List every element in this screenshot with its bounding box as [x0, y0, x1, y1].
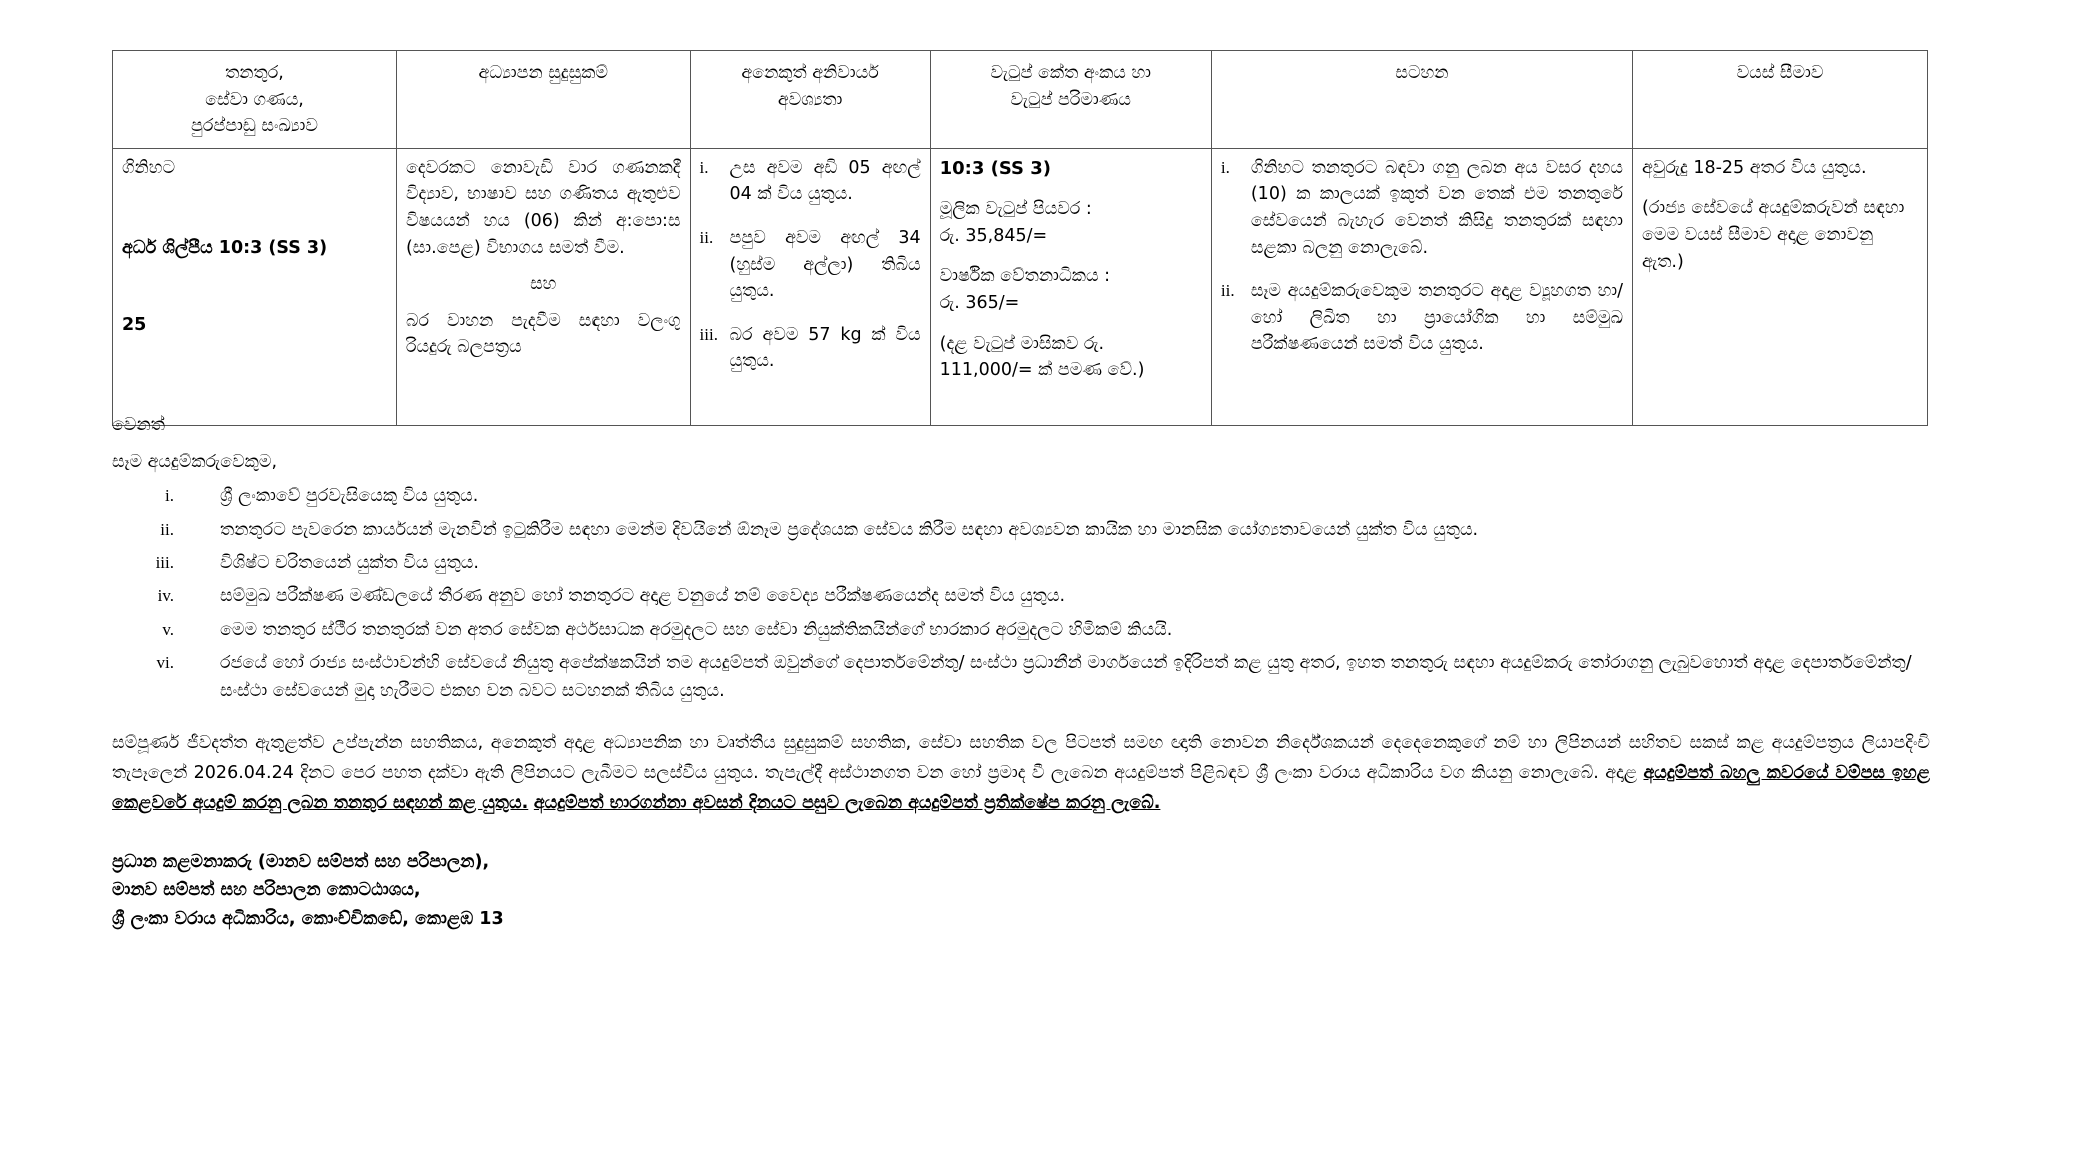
header-line: වයස් සීමාව	[1736, 63, 1824, 83]
condition-government-employees: රජයේ හෝ රාජ්‍ය සංස්ථාවන්හි සේවයේ නියුතු අපේක්ෂකයින් තම අයදුම්පත් ඔවුන්ගේ දෙපාර්තමේන්තු/ සංස්ථා ප්‍රධානීන් මාර්ගයෙන් ඉදිරිපත් කළ යුතු අතර, ඉහත තනතුරු සඳහා අයදුම්කරු තෝරාගනු ලැබුවහොත් අදාළ දෙපාර්තමේන්තු/ සංස්ථා සේවයෙන් මුදා හැරීමට එකඟ වන බවට සටහනක් තිබිය යුතුය.	[220, 653, 1912, 702]
requirement-weight: බර අවම 57 kg ක් විය යුතුය.	[729, 324, 921, 372]
annual-increment-label: වාර්ෂික වේතනාධිකය :	[939, 266, 1111, 287]
list-marker: i .	[112, 482, 174, 510]
vacancy-table	[112, 50, 1928, 426]
list-marker: iii .	[112, 549, 174, 577]
age-range: අවුරුදු 18-25 අතර විය යුතුය.	[1642, 157, 1867, 178]
column-header-age-limit	[1633, 51, 1928, 149]
cell-other-requirements	[690, 148, 930, 425]
table-body	[113, 148, 1928, 425]
salary-code: 10:3 (SS 3)	[939, 157, 1052, 179]
condition-fitness: තනතුරට පැවරෙන කාර්යයන් මැනවින් ඉටුකිරීම සඳහා මෙන්ම දිවයිනේ ඕනෑම ප්‍රදේශයක සේවය කිරීම සඳහා අවශ්‍යවන කායික හා මානසික යෝග්‍යතාවයෙන් යුක්ත විය යුතුය.	[220, 519, 1479, 540]
cell-age-limit	[1633, 148, 1928, 425]
envelope-marking-instruction: අයදුම්පත් බහලු කවරයේ වම්පස ඉහළ කෙළවරේ අයදුම් කරනු ලබන තනතුර සඳහන් කළ යුතුය.	[112, 762, 1930, 813]
list-marker: vi .	[112, 649, 174, 677]
header-line: වැටුප් පරිමාණය	[1010, 89, 1131, 110]
list-item	[112, 649, 1930, 706]
column-header-requirements	[690, 51, 930, 149]
list-item	[112, 616, 1930, 644]
requirements-list	[700, 155, 921, 375]
header-line: සේවා ගණය,	[205, 89, 304, 110]
list-item	[700, 322, 921, 375]
basic-salary-value: රු. 35,845/=	[939, 225, 1048, 246]
table-header-row	[113, 51, 1928, 149]
section-heading-other: වෙනත්	[112, 415, 165, 435]
list-marker: ii .	[700, 225, 726, 251]
list-marker: iv .	[112, 582, 174, 610]
notes-list	[1221, 155, 1623, 358]
list-marker: iii .	[700, 322, 726, 348]
column-header-notes	[1211, 51, 1632, 149]
requirement-chest: පපුව අවම අඟල් 34 (හුස්ම අල්ලා) තිබිය යුතුය.	[729, 227, 921, 302]
note-service-bond: ගිනිහට තනතුරට බඳවා ගනු ලබන අය වසර දහය (10) ක කාලයක් ඉකුත් වන තෙක් එම තනතුරේ සේවයෙන් බැහැර වෙනත් කිසිදු තනතුරක් සඳහා සළකා බලනු නොලැබේ.	[1250, 157, 1624, 258]
header-line: පුරප්පාඩු සංඛ්‍යාව	[190, 116, 318, 137]
column-header-post	[113, 51, 397, 149]
cell-post-details	[113, 148, 397, 425]
list-marker: ii .	[1221, 278, 1247, 304]
condition-medical: සම්මුඛ පරීක්ෂණ මණ්ඩලයේ තීරණ අනුව හෝ තනතුරට අදාළ වනුයේ නම් වෛද්‍ය පරීක්ෂණයෙන්ද සමත් විය යුතුය.	[220, 586, 1066, 607]
post-title: ගිනිහට	[122, 157, 176, 178]
header-line: වැටුප් කේත අංකය හා	[990, 63, 1151, 83]
general-conditions-list	[112, 482, 1930, 705]
note-examination: සෑම අයදුම්කරුවෙකුම තනතුරට අදාළ ව්‍යූහගත හා/හෝ ලිඛිත හා ප්‍රායෝගික හා සම්මුඛ පරීක්ෂණයෙන් සමත් විය යුතුය.	[1250, 281, 1624, 355]
condition-citizenship: ශ්‍රී ලංකාවේ පුරවැසියෙකු විය යුතුය.	[220, 486, 479, 507]
header-line: තනතුර,	[225, 63, 284, 83]
table-row	[113, 148, 1928, 425]
post-grade: අර්ධ ශිල්පීය 10:3 (SS 3)	[122, 238, 328, 259]
list-marker: i .	[700, 155, 726, 181]
requirement-height: උස අවම අඩි 05 අඟල් 04 ක් විය යුතුය.	[729, 157, 921, 205]
below-table-content	[112, 412, 1930, 933]
list-item	[112, 482, 1930, 510]
application-instructions-paragraph	[112, 728, 1930, 818]
column-header-education	[396, 51, 690, 149]
list-marker: v .	[112, 616, 174, 644]
application-instructions-text: සම්පූර්ණ ජීවදත්ත ඇතුළත්ව උප්පැන්න සහතිකය, අනෙකුත් අදාළ අධ්‍යාපනික හා වෘත්තීය සුදුසුකම් සහතික, සේවා සහතික වල පිටපත් සමඟ ඥාති නොවන නිර්දේශකයන් දෙදෙනෙකුගේ නම් හා ලිපිනයන් සහිතව සකස් කළ අයදුම්පත්‍රය ලියාපදිංචි තැපෑලෙන් 2026.04.24 දිනට පෙර පහත දක්වා ඇති ලිපිනයට ලැබීමට සලස්වීය යුතුය. තැපැල්දී අස්ථානගත වන හෝ ප්‍රමාද වී ලැබෙන අයදුම්පත් පිළිබඳව ශ්‍රී ලංකා වරාය අධිකාරිය වග කියනු නොලැබේ. අදාළ	[112, 732, 1930, 783]
header-line: අනෙකුත් අනිවාර්ය	[741, 63, 879, 83]
column-header-salary	[930, 51, 1211, 149]
annual-increment-value: රු. 365/=	[939, 292, 1020, 313]
vacancy-count: 25	[122, 314, 147, 335]
section-heading-every-applicant: සෑම අයදුම්කරුවෙකුම,	[112, 451, 278, 472]
gross-monthly-note: (දළ වැටුප් මාසිකව රු. 111,000/= ක් පමණ වේ.)	[939, 333, 1145, 381]
list-item	[112, 549, 1930, 577]
list-item	[112, 516, 1930, 544]
signatory-title: ප්‍රධාන කළමනාකරු (මානව සම්පත් සහ පරිපාලන),	[112, 851, 490, 872]
basic-salary-label: මූලික වැටුප් පියවර :	[939, 199, 1092, 220]
cell-salary	[930, 148, 1211, 425]
education-requirement-primary: දෙවරකට නොවැඩි වාර ගණනකදී විද්‍යාව, භාෂාව සහ ගණිතය ඇතුළුව විෂයයන් හය (06) කින් අ:පො:ස (සා.පෙළ) විභාගය සමත් වීම.	[405, 157, 681, 258]
list-marker: i .	[1221, 155, 1247, 181]
age-exemption-note: (රාජ්‍ය සේවයේ අයදුම්කරුවන් සඳහා මෙම වයස් සීමාව අදාළ නොවනු ඇත.)	[1642, 198, 1905, 272]
header-line: සටහන	[1395, 63, 1449, 83]
list-marker: ii .	[112, 516, 174, 544]
header-line: අධ්‍යාපන සුදුසුකම්	[478, 63, 609, 83]
education-conjunction: සහ	[530, 274, 557, 295]
list-item	[112, 582, 1930, 610]
list-item	[700, 155, 921, 208]
signatory-address: ශ්‍රී ලංකා වරාය අධිකාරිය, කොංච්චිකඩේ, කොළඹ 13	[112, 908, 504, 929]
header-line: අවශ්‍යතා	[777, 89, 843, 110]
list-item	[1221, 155, 1623, 261]
education-requirement-license: බර වාහන පැදවීම සඳහා වලංගු රියදුරු බලපත්‍රය	[405, 310, 681, 358]
cell-education	[396, 148, 690, 425]
list-item	[1221, 278, 1623, 358]
signatory-division: මානව සම්පත් සහ පරිපාලන කොටඨාශය,	[112, 880, 421, 901]
late-application-notice: අයදුම්පත් භාරගන්නා අවසන් දිනයට පසුව ලැබෙන අයදුම්පත් ප්‍රතික්ෂේප කරනු ලැබේ.	[533, 792, 1161, 813]
table-header	[113, 51, 1928, 149]
condition-character: විශිෂ්ට චරිතයෙන් යුක්ත විය යුතුය.	[220, 552, 479, 573]
cell-notes	[1211, 148, 1632, 425]
condition-permanent-post: මෙම තනතුර ස්ථීර තනතුරක් වන අතර සේවක අර්ථසාධක අරමුදලට සහ සේවා නියුක්තිකයින්ගේ භාරකාර අරමුදලට හිමිකම් කියයි.	[220, 619, 1173, 640]
signatory-block	[112, 848, 1930, 933]
list-item	[700, 225, 921, 305]
